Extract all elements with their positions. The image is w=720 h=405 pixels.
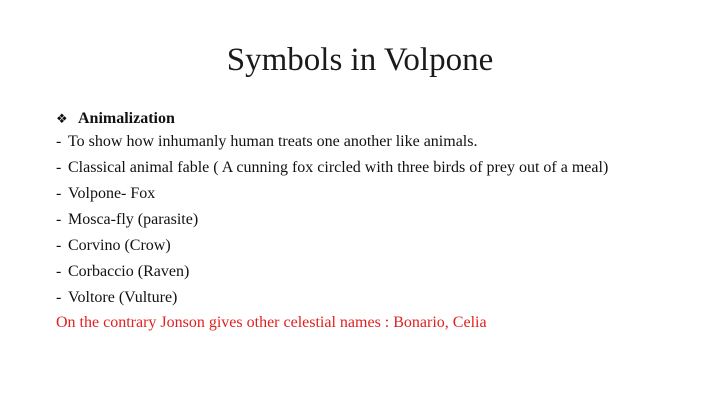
four-diamond-bullet-icon: ❖ [56, 111, 68, 126]
bullet-dash: - [56, 263, 62, 280]
bullet-item [56, 133, 676, 151]
bullet-dash: - [56, 159, 62, 176]
bullet-text: To show how inhumanly human treats one another like animals. [68, 133, 478, 150]
bullet-dash: - [56, 289, 62, 306]
bullet-dash: - [56, 211, 62, 228]
slide-title: Symbols in Volpone [226, 42, 494, 78]
bullet-text: Volpone- Fox [68, 185, 156, 202]
slide-content [56, 108, 676, 333]
bullet-text: Corbaccio (Raven) [68, 263, 190, 280]
bullet-item [56, 237, 676, 255]
bullet-text: Voltore (Vulture) [68, 289, 178, 306]
section-heading-label: Animalization [78, 110, 175, 127]
highlighted-note: On the contrary Jonson gives other celestial names : Bonario, Celia [56, 314, 487, 331]
bullet-item [56, 185, 676, 203]
bullet-dash: - [56, 133, 62, 150]
bullet-text: Mosca-fly (parasite) [68, 211, 199, 228]
bullet-item [56, 289, 676, 307]
bullet-dash: - [56, 185, 62, 202]
bullet-item [56, 159, 676, 177]
bullet-dash: - [56, 237, 62, 254]
bullet-text: Classical animal fable ( A cunning fox circled with three birds of prey out of a meal) [68, 159, 609, 176]
bullet-text: Corvino (Crow) [68, 237, 171, 254]
section-heading [56, 108, 676, 130]
bullet-item [56, 211, 676, 229]
bullet-item [56, 263, 676, 281]
